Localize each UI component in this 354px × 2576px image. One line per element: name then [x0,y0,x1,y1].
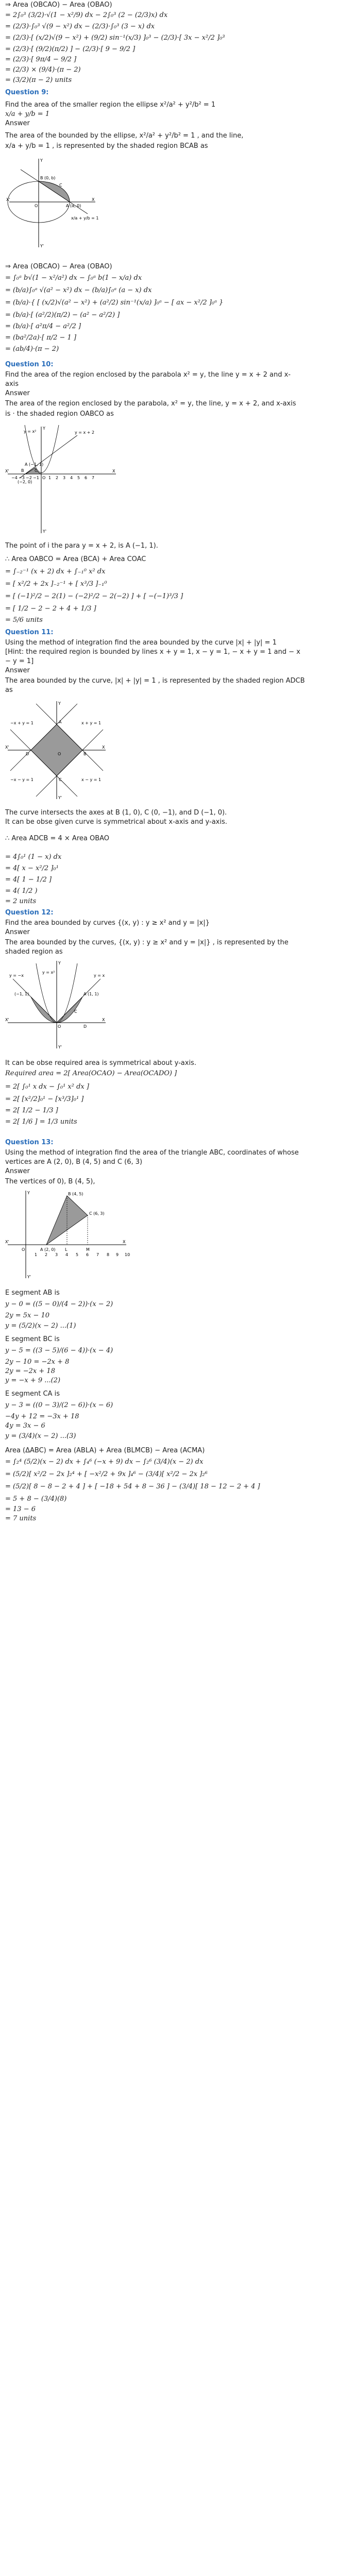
text-line: Area (ΔABC) = Area (ABLA) + Area (BLMCB) − Area (ACMA) [5,1447,205,1454]
tick-label: −1 [33,476,39,480]
math-line: = 7 units [5,1515,37,1522]
text-line: as [5,686,13,694]
shaded-region [31,724,82,776]
math-line: = (b/a)·{ [ (x/2)√(a² − x²) + (a²/2) sin⁻¹(x/a) ]₀ᵃ − [ ax − x²/2 ]₀ᵃ } [5,299,224,307]
fig-label: Y' [58,795,62,800]
fig-label: X' [5,469,9,473]
shaded-region [26,468,41,474]
tick-label: 6 [85,476,88,480]
figure-q9 [5,155,98,250]
text-line: Answer [5,667,30,674]
fig-label: C [35,468,38,473]
text-line: E segment CA is [5,1390,60,1398]
tick-label: 1 [35,1252,38,1257]
tick-label: −3 [19,476,25,480]
math-line: 2y − 10 = −2x + 8 [5,1358,70,1366]
math-line: y − 0 = ((5 − 0)/(4 − 2))·(x − 2) [5,1300,113,1308]
text-line: The point of i the para y = x + 2, is A (−1, 1). [5,542,158,550]
fig-label: −x − y = 1 [10,777,33,782]
question-heading: Question 10: [5,361,54,368]
tick-label: 4 [70,476,73,480]
math-line: = 4∫₀¹ (1 − x) dx [5,853,62,861]
fig-label: C (6, 3) [89,1211,105,1216]
tick-label: 5 [77,476,80,480]
math-line: y = (3/4)(x − 2) ...(3) [5,1432,76,1440]
math-line: Required area = 2[ Area(OCAO) − Area(OCADO) ] [5,1070,177,1077]
math-line: = 2 units [5,897,37,905]
text-line: E segment AB is [5,1289,60,1297]
math-line: = (5/2)[ 8 − 8 − 2 + 4 ] + [ −18 + 54 + 8 − 36 ] − (3/4)[ 18 − 12 − 2 + 4 ] [5,1483,260,1490]
text-line: Using the method of integration find the area of the triangle ABC, coordinates of whose [5,1149,299,1157]
fig-label: y = −x [9,973,24,978]
math-line: = (2/3)·[ (9/2)(π/2) ] − (2/3)·[ 9 − 9/2 ] [5,45,136,53]
math-line: = (3/2)(π − 2) units [5,76,72,84]
figure-q13 [5,1188,129,1281]
fig-label: X' [5,745,9,750]
text-line: Find the area of the smaller region the ellipse x²/a² + y²/b² = 1 [5,101,216,109]
ellipse-line-graph [5,155,98,250]
text-line: The area of the region enclosed by the parabola, x² = y, the line, y = x + 2, and x-axis [5,400,296,408]
math-line: = 2[ 1/6 ] = 1/3 units [5,1118,77,1126]
math-line: = (ba²/2a)·[ π/2 − 1 ] [5,334,77,342]
figure-q10 [5,422,119,536]
diamond-graph [5,699,108,802]
tick-label: 9 [116,1252,119,1257]
parabola-modulus-graph [5,958,108,1051]
math-line: y = −x + 9 ...(2) [5,1377,61,1384]
fig-label: X' [6,197,10,202]
triangle-graph [5,1188,129,1281]
math-line: 2y = −2x + 18 [5,1367,55,1375]
fig-label: Y [27,1191,30,1195]
parabola-line-graph [5,422,119,536]
text-line: It can be obse given curve is symmetrical about x-axis and y-axis. [5,818,227,826]
fig-label: y = x + 2 [75,430,95,435]
tick-label: 3 [55,1252,58,1257]
tick-label: 7 [96,1252,99,1257]
question-heading: Question 12: [5,909,54,917]
math-line: = 5 + 8 − (3/4)(8) [5,1495,67,1503]
figure-q11 [5,699,108,802]
fig-label: Y [58,961,61,965]
text-line: The vertices of 0), B (4, 5), [5,1178,95,1185]
fig-label: Y [43,426,45,431]
math-line: 2y = 5x − 10 [5,1312,50,1319]
tick-label: 4 [65,1252,69,1257]
math-line: y − 5 = ((3 − 5)/(6 − 4))·(x − 4) [5,1347,113,1354]
fig-label: Y' [58,1045,62,1049]
figure-q12 [5,958,108,1051]
text-line: It can be obse required area is symmetrical about y-axis. [5,1059,196,1067]
tick-label: −2 [26,476,32,480]
fig-label: Y' [40,244,44,248]
math-line: = (2/3)·[ (x/2)√(9 − x²) + (9/2) sin⁻¹(x/3) ]₀³ − (2/3)·[ 3x − x²/2 ]₀³ [5,34,225,42]
math-line: = 4[ x − x²/2 ]₀¹ [5,865,59,872]
fig-label: A (−1, 1) [25,462,44,467]
fig-label: Y [58,701,61,706]
fig-label: X [92,197,95,202]
fig-label: C [74,1009,77,1014]
tick-label: 6 [86,1252,89,1257]
text-line: The curve intersects the axes at B (1, 0), C (0, −1), and D (−1, 0). [5,809,227,817]
math-line: −4y + 12 = −3x + 18 [5,1413,79,1420]
tick-label: 3 [63,476,66,480]
tick-label: 2 [45,1252,48,1257]
text-line: Answer [5,928,30,936]
fig-label: B [21,468,24,473]
text-line: The area bounded by the curves, {(x, y) : y ≥ x² and y = |x|} , is represented by the [5,939,289,946]
fig-label: Y' [27,1275,31,1279]
fig-label: y = x [94,973,105,978]
fig-label: x/a + y/b = 1 [71,216,99,221]
math-line: y = (5/2)(x − 2) ...(1) [5,1322,76,1330]
text-line: ⇒ Area (OBCAO) − Area (OBAO) [5,263,112,270]
math-line: = ∫₀ᵃ b√(1 − x²/a²) dx − ∫₀ᵃ b(1 − x/a) dx [5,274,142,282]
math-line: = (5/2)[ x²/2 − 2x ]₂⁴ + [ −x²/2 + 9x ]₄⁶ − (3/4)[ x²/2 − 2x ]₂⁶ [5,1470,208,1478]
fig-label: x − y = 1 [81,777,102,782]
fig-label: L [65,1247,68,1252]
math-line: x/a + y/b = 1 [5,110,50,118]
fig-label: y = x² [42,970,55,975]
math-line: = (2/3)·[ 9π/4 − 9/2 ] [5,56,77,63]
text-line: [Hint: the required region is bounded by lines x + y = 1, x − y = 1, − x + y = 1 and − x [5,648,300,656]
math-line: = (2/3)·∫₀³ √(9 − x²) dx − (2/3)·∫₀³ (3 − x) dx [5,23,155,30]
text-line: Find the area bounded by curves {(x, y) : y ≥ x² and y = |x|} [5,919,210,927]
fig-label: X [112,469,115,473]
tick-label: 2 [56,476,59,480]
text-line: − y = 1] [5,657,34,665]
tick-label: −4 [11,476,18,480]
fig-label: D [26,752,29,756]
fig-label: D [83,1024,87,1029]
fig-label: A (a, 0) [66,204,81,208]
text-line: ∴ Area ADCB = 4 × Area OBAO [5,835,110,842]
math-line: = 5/6 units [5,616,43,624]
fig-label: Y' [43,529,47,534]
text-line: x/a + y/b = 1 , is represented by the shaded region BCAB as [5,142,208,150]
fig-label: O [58,1024,61,1029]
fig-label: C [59,777,62,782]
fig-label: X [102,745,105,750]
math-line: = 13 − 6 [5,1505,36,1513]
fig-label: X [123,1240,126,1244]
text-line: Using the method of integration find the area bounded by the curve |x| + |y| = 1 [5,639,277,647]
math-line: = ∫₂⁴ (5/2)(x − 2) dx + ∫₄⁶ (−x + 9) dx − ∫₂⁶ (3/4)(x − 2) dx [5,1458,204,1466]
text-line: ⇒ Area (OBCAO) − Area (OBAO) [5,1,112,9]
math-line: y − 3 = ((0 − 3)/(2 − 6))·(x − 6) [5,1401,113,1409]
tick-label: 7 [92,476,95,480]
math-line: = 4( 1/2 ) [5,887,38,895]
fig-label: y = x² [24,429,37,434]
line-curve [57,979,100,1023]
math-line: = (b/a)·[ a²π/4 − a²/2 ] [5,323,81,330]
text-line: ∴ Area OABCO = Area (BCA) + Area COAC [5,555,146,563]
fig-label: (−1, 1) [14,992,29,996]
math-line: = 2[ 1/2 − 1/3 ] [5,1107,58,1114]
fig-label: O [58,752,61,756]
fig-label: X' [5,1240,9,1244]
text-line: vertices are A (2, 0), B (4, 5) and C (6, 3) [5,1158,143,1166]
text-line: E segment BC is [5,1335,60,1343]
tick-label: 8 [107,1252,110,1257]
fig-label: Y [40,158,43,163]
fig-label: B (0, b) [40,176,56,180]
fig-label: A (1, 1) [83,992,99,996]
tick-label: 5 [76,1252,79,1257]
text-line: Find the area of the region enclosed by the parabola x² = y, the line y = x + 2 and x- [5,371,291,379]
question-heading: Question 13: [5,1139,54,1146]
question-heading: Question 11: [5,629,54,636]
math-line: = ∫₋₂⁻¹ (x + 2) dx + ∫₋₁⁰ x² dx [5,568,106,575]
fig-label: B [83,752,87,756]
fig-label: X' [5,1018,9,1022]
fig-label: O [35,204,38,208]
math-line: = [ (−1)²/2 − 2(1) − (−2)²/2 − 2(−2) ] + [ −(−1)³/3 ] [5,592,183,600]
line-curve [13,979,57,1023]
math-line: = 2[ [x²/2]₀¹ − [x³/3]₀¹ ] [5,1095,84,1103]
math-line: = (ab/4)·(π − 2) [5,345,59,353]
math-line: = (b/a)·[ (a²/2)(π/2) − (a² − a²/2) ] [5,311,120,319]
tick-label: 10 [125,1252,130,1257]
fig-label: A [59,720,62,724]
math-line: = 4[ 1 − 1/2 ] [5,876,52,884]
line-curve [20,435,77,478]
fig-label: X [102,1018,105,1022]
fig-label: O [42,476,46,480]
text-line: shaded region as [5,948,63,956]
math-line: 4y = 3x − 6 [5,1422,45,1430]
fig-label: O [22,1247,25,1252]
fig-label: A (2, 0) [40,1247,56,1252]
math-line: = 2[ ∫₀¹ x dx − ∫₀¹ x² dx ] [5,1083,89,1091]
math-line: = [ x²/2 + 2x ]₋₂⁻¹ + [ x³/3 ]₋₁⁰ [5,580,107,588]
text-line: The area bounded by the curve, |x| + |y| = 1 , is represented by the shaded region ADCB [5,677,305,685]
text-line: Answer [5,1167,30,1175]
tick-label: 1 [48,476,52,480]
text-line: axis [5,380,19,388]
fig-label: −x + y = 1 [10,721,33,725]
fig-label: M [86,1247,90,1252]
math-line: = [ 1/2 − 2 − 2 + 4 + 1/3 ] [5,605,96,613]
fig-label: B (4, 5) [68,1192,83,1196]
fig-label: x + y = 1 [81,721,102,725]
math-line: = (2/3) × (9/4)·(π − 2) [5,66,81,74]
text-line: Answer [5,389,30,397]
fig-label: C [59,183,62,188]
text-line: is · the shaded region OABCO as [5,410,114,418]
text-line: Answer [5,120,30,127]
text-line: The area of the bounded by the ellipse, x²/a² + y²/b² = 1 , and the line, [5,132,244,140]
question-heading: Question 9: [5,89,49,96]
fig-label: (−2, 0) [18,480,32,484]
math-line: = 2∫₀³ (3/2)·√(1 − x²/9) dx − 2∫₀³ (2 − (2/3)x) dx [5,11,168,19]
math-line: = (b/a)∫₀ᵃ √(a² − x²) dx − (b/a)∫₀ᵃ (a − x) dx [5,286,152,294]
